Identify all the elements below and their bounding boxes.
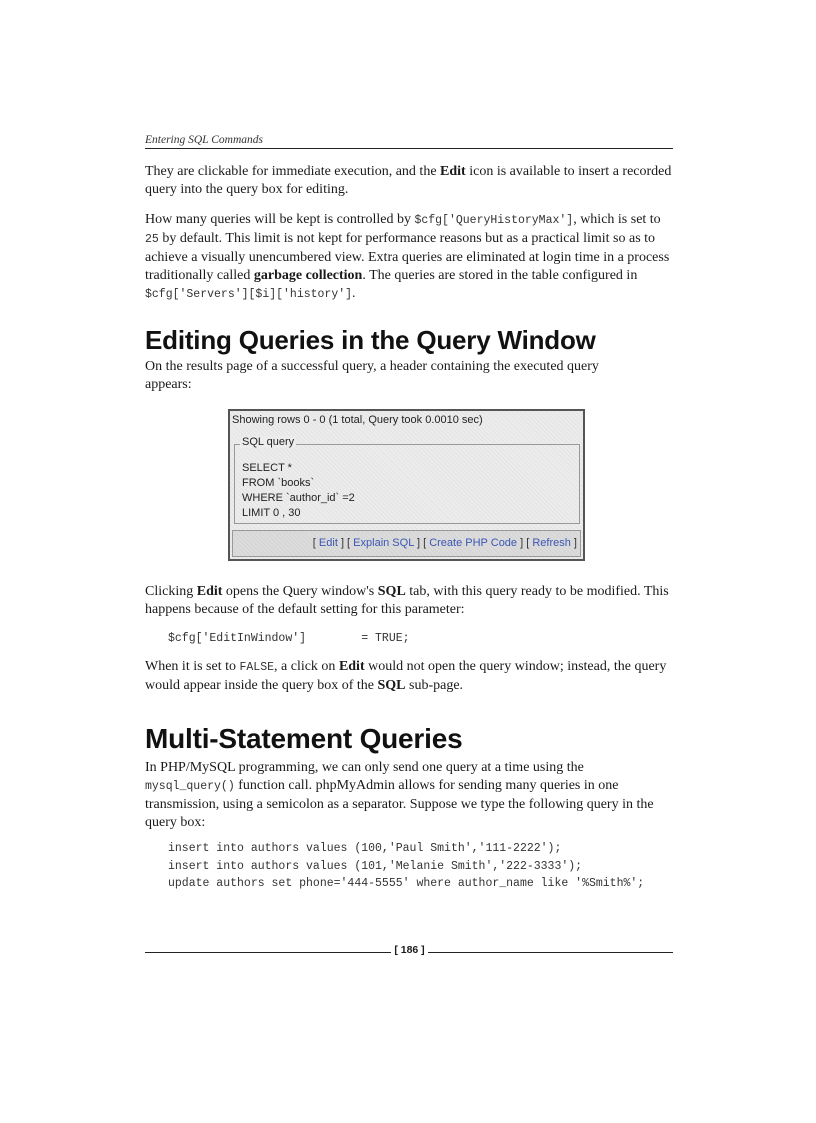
create-php-code-link[interactable]: Create PHP Code [429, 537, 518, 549]
sql-query-fieldset [234, 436, 580, 524]
query-action-links: [ Edit ] [ Explain SQL ] [ Create PHP Code ] [ Refresh ] [232, 530, 581, 557]
bold-term: Edit [196, 584, 223, 599]
text: How many queries will be kept is controlled by [145, 212, 415, 227]
inline-code: $cfg['Servers'][$i]['history'] [145, 288, 353, 301]
inline-code: 25 [145, 233, 159, 246]
code-edit-in-window: $cfg['EditInWindow'] = TRUE; [168, 632, 410, 645]
sql-line: WHERE `author_id` =2 [242, 492, 355, 504]
bold-term: Edit [440, 164, 466, 179]
text: icon is available to insert a recorded query into the query box for editing. [145, 164, 672, 197]
paragraph-results-intro [145, 358, 673, 394]
text: . The queries are stored in the table configured in [362, 268, 638, 283]
paragraph-history-clickable [145, 163, 673, 199]
sql-line: LIMIT 0 , 30 [242, 507, 301, 519]
footer-rule-left [145, 952, 391, 953]
bold-term: Edit [338, 659, 365, 674]
bold-term: SQL [377, 584, 406, 599]
page-footer [145, 944, 673, 962]
text: sub-page. [405, 678, 464, 693]
refresh-link[interactable]: Refresh [532, 537, 571, 549]
sql-line: SELECT * [242, 462, 292, 474]
code-line: update authors set phone='444-5555' where author_name like '%Smith%'; [168, 877, 645, 890]
rows-status-text: Showing rows 0 - 0 (1 total, Query took 0.0010 sec) [232, 414, 483, 426]
bold-term: garbage collection [253, 268, 363, 283]
text: by default. This limit is not kept for performance reasons but as a practical limit so as to achieve a visually unencumbered view. Extra queries are eliminated at login time in a process traditionally called [145, 231, 670, 283]
running-header: Entering SQL Commands [145, 134, 673, 149]
text: On the results page of a successful query, a header containing the executed query appears: [145, 359, 599, 392]
paragraph-clicking-edit [145, 583, 673, 619]
footer-rule-right [428, 952, 673, 953]
code-multi-statement [145, 840, 673, 893]
text: opens the Query window's [222, 584, 378, 599]
page-number: [ 186 ] [394, 944, 425, 956]
paragraph-history-max [145, 211, 673, 304]
code-line: insert into authors values (100,'Paul Smith','111-2222'); [168, 842, 562, 855]
bold-term: SQL [377, 678, 406, 693]
query-result-screenshot [228, 409, 585, 561]
text: , a click on [274, 659, 339, 674]
sql-query-legend: SQL query [242, 436, 295, 448]
text: would not open the query window; instead, the query would appear inside the query box of the [145, 659, 667, 693]
text: tab, with this query ready to be modified. This happens because of the default setting for this parameter: [145, 584, 669, 617]
inline-code: FALSE [239, 661, 275, 674]
text: . [352, 286, 356, 301]
paragraph-multi-statement [145, 759, 673, 832]
text: , which is set to [573, 212, 661, 227]
inline-code: $cfg['QueryHistoryMax'] [414, 214, 574, 227]
text: They are clickable for immediate execution, and the [145, 164, 441, 179]
explain-sql-link[interactable]: Explain SQL [353, 537, 414, 549]
text: In PHP/MySQL programming, we can only send one query at a time using the [145, 760, 584, 775]
text: When it is set to [145, 659, 240, 674]
sql-line: FROM `books` [242, 477, 315, 489]
text: function call. phpMyAdmin allows for sending many queries in one transmission, using a semicolon as a separator. Suppose we type the following query in the query box: [145, 778, 654, 830]
inline-code: mysql_query() [145, 780, 235, 793]
section-heading-editing-queries: Editing Queries in the Query Window [145, 325, 596, 355]
section-heading-multi-statement: Multi-Statement Queries [145, 723, 463, 754]
edit-link[interactable]: Edit [318, 537, 338, 549]
sql-query-text [242, 461, 355, 521]
code-line: insert into authors values (101,'Melanie Smith','222-3333'); [168, 859, 583, 873]
text: Clicking [145, 584, 197, 599]
paragraph-false-setting [145, 658, 673, 695]
